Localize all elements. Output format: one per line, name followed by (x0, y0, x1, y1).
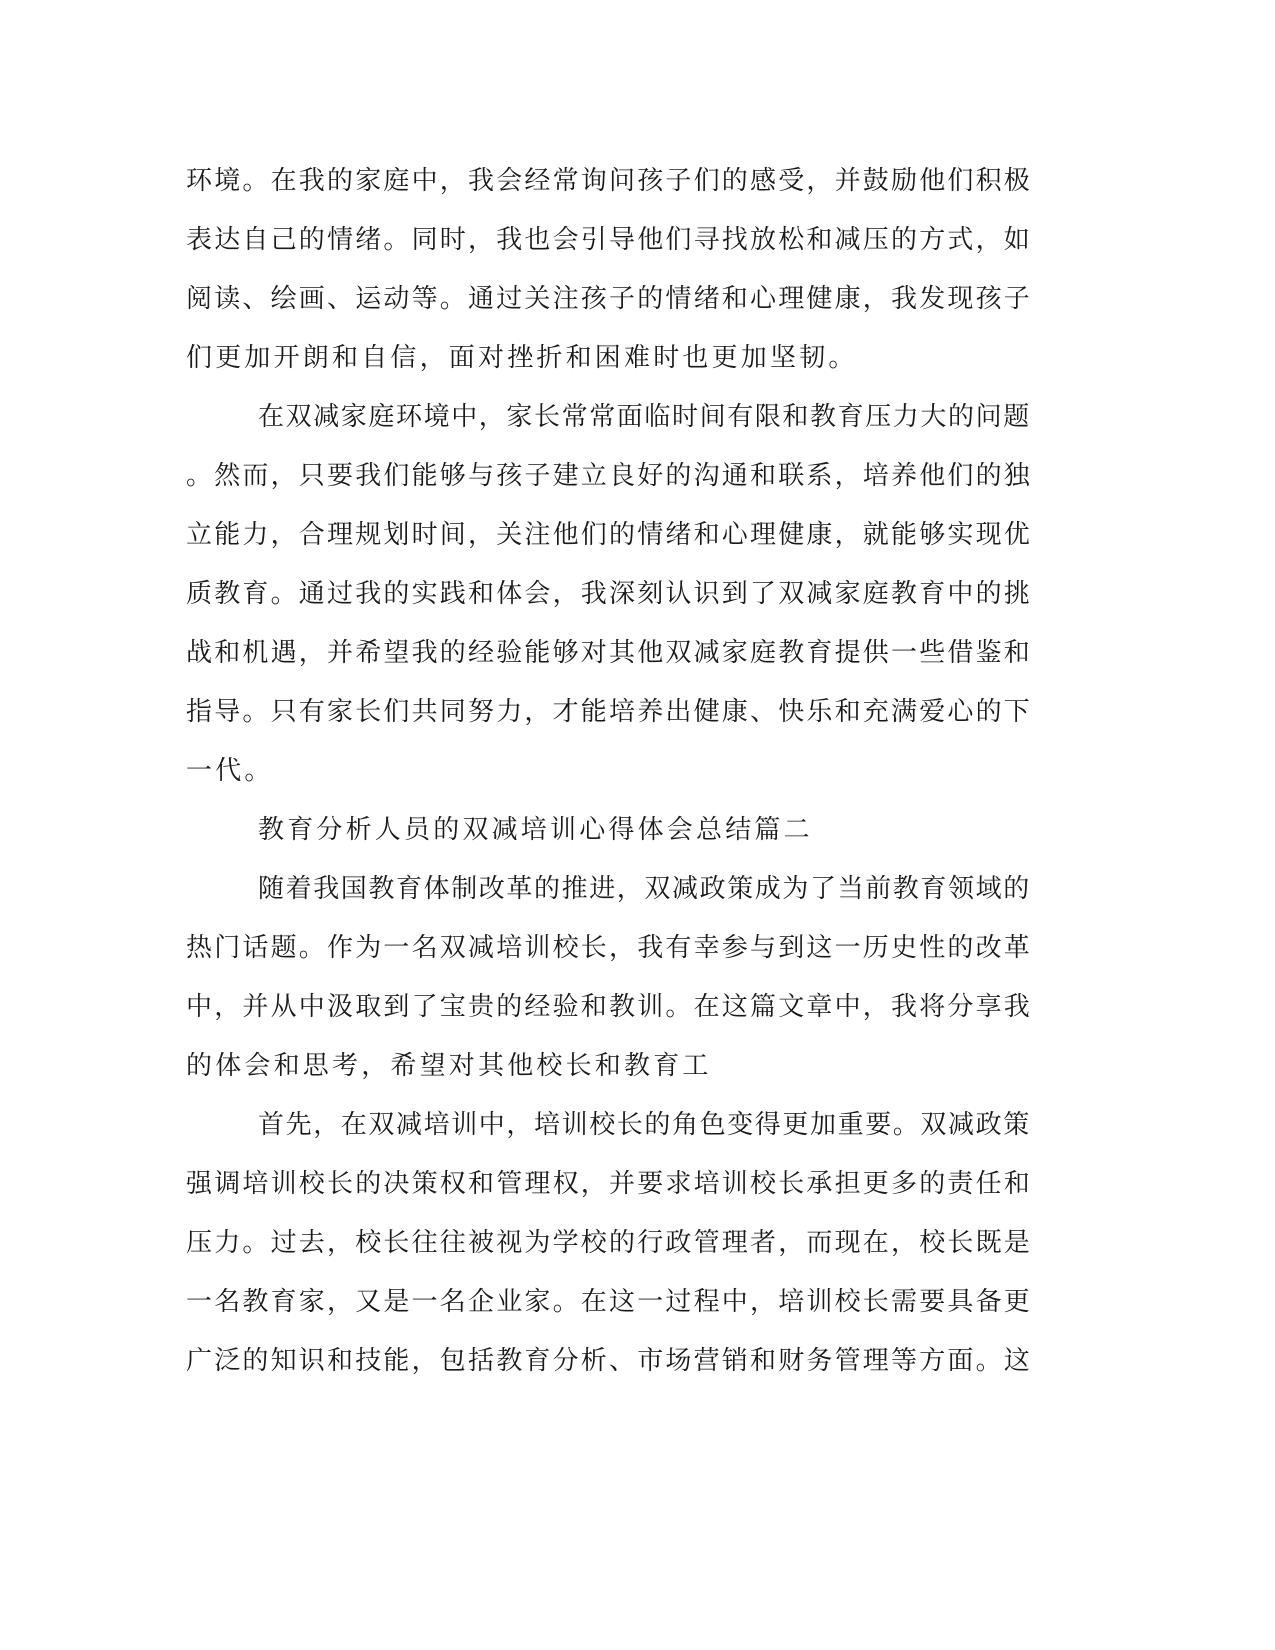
paragraph-first-line: 在双减家庭环境中，家长常常面临时间有限和教育压力大的问题 (258, 402, 1031, 432)
text-line: 广泛的知识和技能，包括教育分析、市场营销和财务管理等方面。这 (186, 1346, 1033, 1376)
paragraph-first-line: 随着我国教育体制改革的推进，双减政策成为了当前教育领域的 (258, 874, 1031, 904)
text-line: 表达自己的情绪。同时，我也会引导他们寻找放松和减压的方式，如 (186, 225, 1033, 255)
text-line: 环境。在我的家庭中，我会经常询问孩子们的感受，并鼓励他们积极 (186, 166, 1033, 196)
text-line: 的体会和思考，希望对其他校长和教育工 (186, 1051, 712, 1081)
section-heading: 教育分析人员的双减培训心得体会总结篇二 (258, 815, 813, 845)
text-line: 阅读、绘画、运动等。通过关注孩子的情绪和心理健康，我发现孩子 (186, 284, 1033, 314)
text-line: 们更加开朗和自信，面对挫折和困难时也更加坚韧。 (186, 343, 858, 373)
text-line: 战和机遇，并希望我的经验能够对其他双减家庭教育提供一些借鉴和 (186, 638, 1033, 668)
text-line: 热门话题。作为一名双减培训校长，我有幸参与到这一历史性的改革 (186, 933, 1033, 963)
text-line: 指导。只有家长们共同努力，才能培养出健康、快乐和充满爱心的下 (186, 697, 1033, 727)
paragraph-first-line: 首先，在双减培训中，培训校长的角色变得更加重要。双减政策 (258, 1110, 1031, 1140)
text-line: 质教育。通过我的实践和体会，我深刻认识到了双减家庭教育中的挑 (186, 579, 1033, 609)
text-line: 中，并从中汲取到了宝贵的经验和教训。在这篇文章中，我将分享我 (186, 992, 1033, 1022)
text-line: 一代。 (186, 756, 274, 786)
text-line: 。然而，只要我们能够与孩子建立良好的沟通和联系，培养他们的独 (186, 461, 1033, 491)
text-line: 立能力，合理规划时间，关注他们的情绪和心理健康，就能够实现优 (186, 520, 1033, 550)
text-line: 一名教育家，又是一名企业家。在这一过程中，培训校长需要具备更 (186, 1287, 1033, 1317)
text-line: 强调培训校长的决策权和管理权，并要求培训校长承担更多的责任和 (186, 1169, 1033, 1199)
text-line: 压力。过去，校长往往被视为学校的行政管理者，而现在，校长既是 (186, 1228, 1033, 1258)
